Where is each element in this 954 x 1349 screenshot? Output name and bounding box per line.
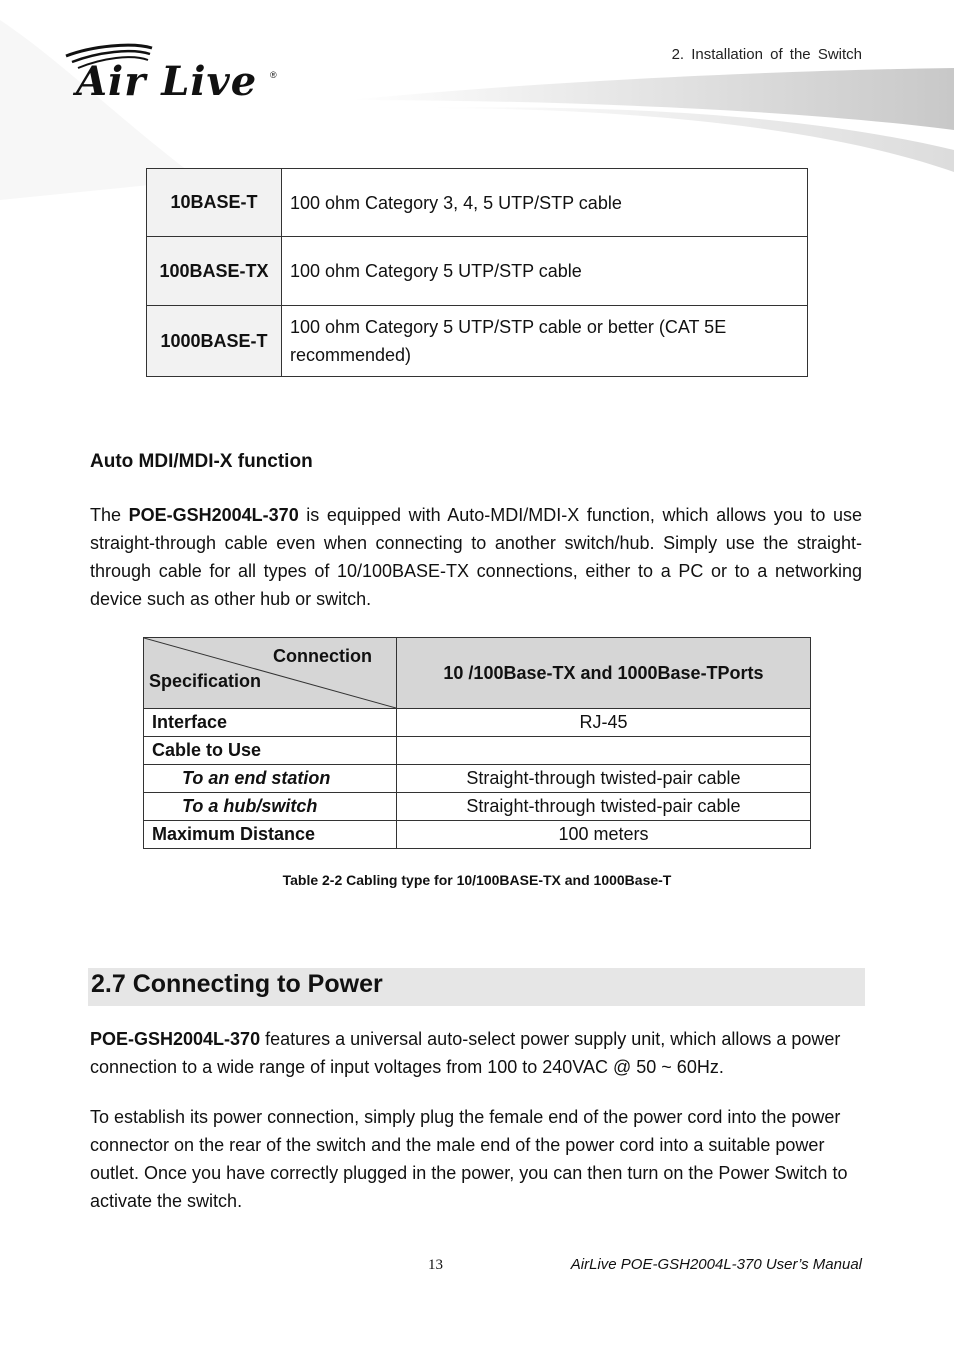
auto-mdi-heading: Auto MDI/MDI-X function [90,451,313,472]
row-value: Straight-through twisted-pair cable [397,793,811,821]
product-name: POE-GSH2004L-370 [128,505,299,525]
cable-type-cell: 10BASE-T [147,169,282,237]
table-row [144,793,811,821]
product-name: POE-GSH2004L-370 [90,1029,261,1049]
manual-title: AirLive POE-GSH2004L-370 User’s Manual [570,1256,862,1273]
row-label: To an end station [144,765,397,793]
para-text: The [90,505,129,525]
cable-type-cell: 1000BASE-T [147,306,282,377]
cable-spec-cell: 100 ohm Category 5 UTP/STP cable or better (CAT 5E recommended) [282,306,808,377]
table-row [144,709,811,737]
cable-spec-cell: 100 ohm Category 3, 4, 5 UTP/STP cable [282,169,808,237]
section-title: 2.7 Connecting to Power [91,970,383,998]
row-label: Interface [144,709,397,737]
table-row [147,169,808,237]
cable-type-cell: 100BASE-TX [147,237,282,306]
airlive-logo: Air Live [76,58,258,105]
para-text: is equipped with Auto-MDI/MDI-X function, which allows you to use straight-through cable even when connecting to another switch/hub. Simply use the straight-through cable for all types of 10/100BASE-TX connections, either to a PC or to a networking device such as other hub or switch. [90,505,862,609]
page-number: 13 [428,1257,443,1273]
para-text: features a universal auto-select power supply unit, which allows a power connection to a wide range of input voltages from 100 to 240VAC @ 50 ~ 60Hz. [90,1029,841,1077]
section-heading-bar [88,968,865,1006]
table-row [147,306,808,377]
row-value: Straight-through twisted-pair cable [397,765,811,793]
row-label: Cable to Use [144,737,397,765]
table-row [144,821,811,849]
specification-label: Specification [149,671,262,691]
table-header-row [144,638,811,709]
auto-mdi-paragraph [90,501,862,613]
column-header: 10 /100Base-TX and 1000Base-TPorts [397,638,811,709]
row-value [397,737,811,765]
connection-label: Connection [273,646,372,666]
cable-spec-cell: 100 ohm Category 5 UTP/STP cable [282,237,808,306]
row-label: Maximum Distance [144,821,397,849]
table-caption: Table 2-2 Cabling type for 10/100BASE-TX and 1000Base-T [282,872,672,888]
registered-mark: ® [270,70,277,80]
table-row [144,737,811,765]
row-value: 100 meters [397,821,811,849]
cabling-spec-table [143,637,811,849]
row-label: To a hub/switch [144,793,397,821]
diagonal-header-cell [144,638,397,709]
row-value: RJ-45 [397,709,811,737]
power-paragraph-2: To establish its power connection, simply plug the female end of the power cord into the power connector on the rear of the switch and the male end of the power cord into a suitable power outlet. Once you have correctly plugged in the power, you can then turn on the Power Switch to activate the switch. [90,1107,848,1211]
chapter-header: 2. Installation of the Switch [671,46,862,63]
cable-type-table [146,168,808,377]
power-paragraph-1 [90,1025,862,1081]
table-row [144,765,811,793]
table-row [147,237,808,306]
